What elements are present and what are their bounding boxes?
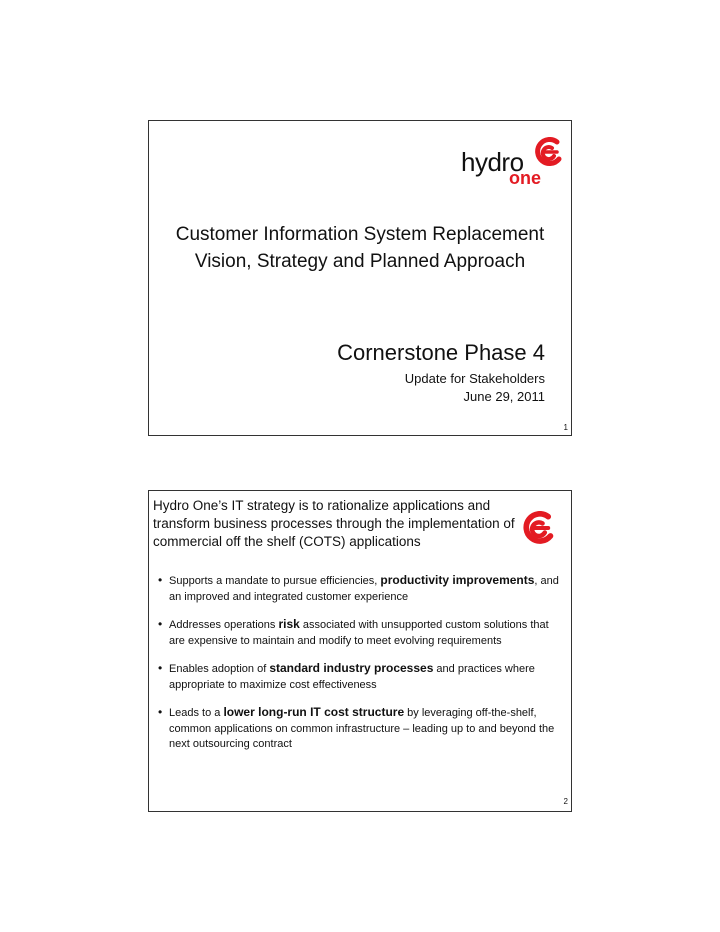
slide-title — [149, 221, 571, 275]
bullet-item: • Enables adoption of standard industry processes and practices where appropriate to maximize cost effectiveness — [157, 661, 565, 693]
title-line-1: Customer Information System Replacement — [175, 224, 545, 245]
logo-word-one: one — [509, 168, 542, 188]
hydro-one-swirl-icon — [521, 511, 555, 545]
hydro-one-swirl-icon — [533, 137, 563, 167]
phase-heading: Cornerstone Phase 4 — [337, 340, 545, 365]
bullet-item: • Addresses operations risk associated with unsupported custom solutions that are expensive to maintain and modify to meet evolving requirements — [157, 617, 565, 649]
slide-1 — [148, 120, 572, 436]
page-number: 1 — [563, 423, 568, 432]
bullet-item: • Supports a mandate to pursue efficiencies, productivity improvements, and an improved and integrated customer experience — [157, 573, 565, 605]
slide-heading: Hydro One’s IT strategy is to rationalize applications and transform business processes through the implementation of commercial off the shelf (COTS) applications — [153, 498, 515, 549]
logo-word-hydro: hydro — [461, 147, 524, 177]
bullet-item: • Leads to a lower long-run IT cost structure by leveraging off-the-shelf, common applications on common infrastructure – leading up to and beyond the next outsourcing contract — [157, 705, 565, 753]
page-number: 2 — [563, 797, 568, 806]
update-subtitle: Update for Stakeholders — [404, 371, 545, 386]
bullet-list — [157, 573, 565, 765]
hydro-one-logo — [461, 137, 561, 188]
title-line-2: Vision, Strategy and Planned Approach — [194, 251, 526, 272]
slide-2 — [148, 490, 572, 812]
date-label: June 29, 2011 — [463, 389, 545, 404]
